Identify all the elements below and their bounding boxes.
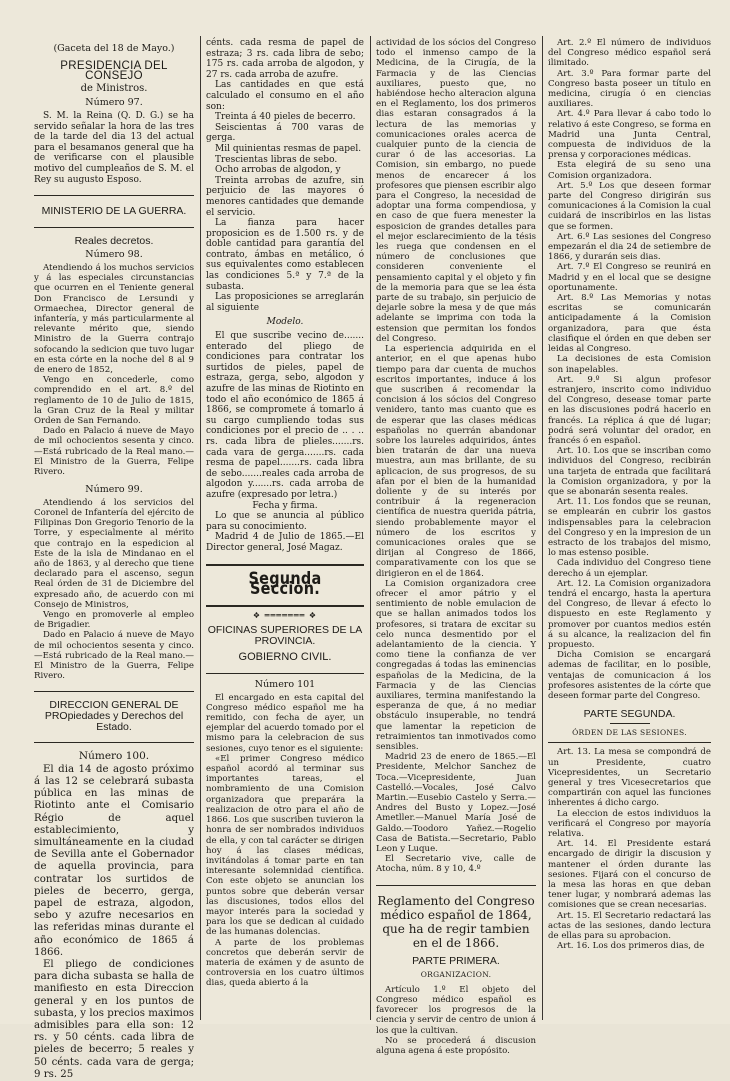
list-item: Ocho arrobas de algodon, y	[215, 165, 341, 176]
article: Art. 10. Los que se inscriban como individuos del Congreso, recibirán una tarjeta de entrada que facilitará la Comision organizadora, y por la que se abonarán sesenta reales.	[548, 446, 711, 497]
paragraph: Las cantidades en que está calculado el consumo en el año son:	[206, 80, 364, 112]
column-2	[200, 0, 370, 1024]
paragraph: Vengo en promoverle al empleo de Brigadier.	[34, 610, 194, 631]
article: Art. 8.º Las Memorias y notas escritas se comunicarán anticipadamente á la Comision organizadora, para que ésta clasifique el órden en que deben ser leidas al Congreso.	[548, 293, 711, 355]
article: Art. 7.º El Congreso se reunirá en Madrid y en el local que se designe oportunamente.	[548, 262, 711, 293]
reglamento-title: Reglamento del Congreso médico español de 1864, que ha de regir tambien en el de 1866.	[377, 893, 535, 950]
paragraph: Madrid 23 de enero de 1865.—El Presidente, Melchor Sanchez de Toca.—Vicepresidente, Juan Castelló.—Vocales, José Calvo Martin.—Eusebio Castelo y Serra.—Andres del Busto y Lopez.—José Ametller.—Manuel María José de Galdo.—Toodoro Yañez.—Rogelio Casa de Batista.—Secretario, Pablo Leon y Luque.	[376, 752, 536, 855]
numero-97: Número 97.	[85, 97, 143, 109]
reales-heading: Reales decretos.	[74, 234, 154, 247]
paragraph: Artículo 1.º El objeto del Congreso médico español es favorecer los progresos de la ciencia y servir de centro de union á los que la cultivan.	[376, 984, 536, 1036]
article: Art. 4.º Para llevar á cabo todo lo relativo á este Congreso, se forma en Madrid una Junta Central, compuesta de individuos de la prensa y corporaciones médicas.	[548, 109, 711, 161]
dateline: (Gaceta del 18 de Mayo.)	[53, 43, 175, 54]
article: Art. 3.º Para formar parte del Congreso basta poseer un título en medicina, cirugía ó en ciencias auxiliares.	[548, 68, 711, 110]
article: Art. 9.º Si algun profesor estranjero, inscrito como individuo del Congreso, desease tomar parte en las discusiones podrá hacerlo en francés. La réplica á que dé lugar; podrá será voluntar del orador, en francés ó en español.	[548, 374, 711, 446]
paragraph: Madrid 4 de Julio de 1865.—El Director general, José Magaz.	[206, 532, 364, 553]
orden-sesiones-heading: ÓRDEN DE LAS SESIONES.	[572, 727, 687, 737]
article: La eleccion de estos individuos la verificará el Congreso por mayoría relativa.	[548, 808, 711, 840]
column-3	[370, 0, 542, 1057]
paragraph: El encargado en esta capital del Congreso médico español me ha remitido, con fecha de ayer, un ejemplar del acuerdo tomado por el mismo para la celebracion de sus sesiones, cuyo tenor es el siguiente:	[206, 692, 364, 754]
article: Esta elegirá de su seno una Comision organizadora.	[548, 160, 711, 181]
divider	[206, 673, 364, 674]
divider	[206, 564, 364, 566]
divider	[34, 227, 194, 228]
numero-101: Número 101	[254, 679, 316, 691]
article: Art. 11. Los fondos que se reunan, se emplearán en cubrir los gastos indispensables para la celebracion del Congreso y en la impresion de un estracto de los trabajos del mismo, lo mas estenso posible.	[548, 497, 711, 559]
list-item: Seiscientas á 700 varas de gerga.	[206, 122, 364, 144]
divider	[34, 195, 194, 196]
paragraph: Atendiendo á los muchos servicios y á las especiales circunstancias que ocurren en el Teniente general Don Francisco de Lersundi y Ormaechea, Director general de infantería, y más particularmente al relevante mérito que, siendo Ministro de la Guerra contrajo sofocando la sedicion que tuvo lugar en esta córte en la noche del 8 al 9 de enero de 1852,	[34, 262, 194, 375]
paragraph: Vengo en concederle, como comprendido en el art. 8.º del reglamento de 10 de Julio de 1815, la Gran Cruz de la Real y militar Orden de San Fernando.	[34, 375, 194, 426]
guerra-heading: MINISTERIO DE LA GUERRA.	[41, 205, 187, 218]
numero-100: Número 100.	[78, 750, 150, 763]
article: La decisiones de esta Comision son inapelables.	[548, 354, 711, 375]
divider	[34, 742, 194, 743]
paragraph: actividad de los sócios del Congreso todo el inmenso campo de la Medicina, de la Cirugía, de la Farmacia y de las Ciencias auxiliares, puesto que, no habiéndose hecho alteracion alguna en el Reglamento, los dos primeros dias estaran consagrados á la lectura de las memorias y comunicaciones orales acerca de cualquier punto de la ciencia de curar ó de las accesorias. La Comision, sin embargo, no puede menos de encarecer á los profesores que piensen escribir algo para el Congreso, la necesidad de adoptar una forma compendiosa, y en caso de que fuera menester la esposicion de grandes detalles para el mejor esclarecimiento de la tésis les ruega que condensen en el número de conclusiones que consideren conveniente el pensamiento capital y el objeto y fin de la memoria para que se lea ésta parte de su trabajo, sin perjuicio de dejarle sobre la mesa y de que más adelante se imprima con toda la estension que permitan los fondos del Congreso.	[376, 38, 536, 344]
paragraph: Dado en Palacio á nueve de Mayo de mil ochocientos sesenta y cinco.—Está rubricado de la Real mano.—El Ministro de la Guerra, Felipe Rivero.	[34, 426, 194, 477]
article: Art. 16. Los dos primeros dias, de	[557, 941, 705, 952]
paragraph: La esperiencia adquirida en el anterior, en el que apenas hubo tiempo para dar cuenta de muchos escritos importantes, induce á los que suscriben á recomendar la concision á los sócios del Congreso venidero, tanto mas cuanto que es de esperar que las clases médicas españolas no querrán abandonar sobre los laureles adquiridos, ántes bien tratarán de dar una nueva muestra, aun mas brillante, de su aplicacion, de sus progresos, de su afan por el bien de la humanidad doliente y de su interés por contribuir á la regeneracion científica de nuestra querida pátria, siendo probablemente mayor el número de los escritos y comunicaciones orales que se dirijan al Congreso de 1866, comparativamente con los que se dirigieron en el de 1864.	[376, 344, 536, 579]
gobierno-heading: GOBIERNO CIVIL.	[238, 651, 332, 664]
list-item: Trescientas libras de sebo.	[215, 154, 338, 165]
divider	[548, 742, 711, 743]
segunda-seccion-heading: Segunda Seccion.	[248, 568, 322, 600]
paragraph: El que suscribe vecino de....... enterado del pliego de condiciones para contratar los surtidos de pieles, papel de estraza, gerga, sebo, algodon y azufre de las minas de Riotinto en todo el año económico de 1865 á 1866, se compromete á tomarlo á su cargo cumpliendo todas sus condiciones por el precio de .. . .. rs. cada libra de plieles.......rs. cada vara de gerga.......rs. cada resma de papel.......rs. cada libra de sebo.......reales cada arroba de algodon y.......rs. cada arroba de azufre (expresado por letra.)	[206, 331, 364, 500]
numero-99: Número 99.	[85, 484, 143, 496]
paragraph: El dia 14 de agosto próximo á las 12 se celebrará subasta pública en las minas de Riotinto ante el Comisario Régio de aquel establecimiento, y simultáneamente en la ciudad de Sevilla ante el Gobernador de aquella provincia, para contratar los surtidos de pieles de becerro, gerga, papel de estraza, algodon, sebo y azufre necesarios en las referidas minas durante el año económico de 1865 á 1866.	[34, 763, 194, 958]
presidencia-subheading: de Ministros.	[80, 82, 148, 94]
divider	[34, 691, 194, 692]
parte-primera-heading: PARTE PRIMERA.	[412, 954, 500, 967]
fecha-firma: Fecha y firma.	[252, 500, 318, 511]
column-4	[542, 0, 717, 1024]
list-item: Treinta á 40 pieles de becerro.	[215, 112, 356, 123]
list-item: Mil quinientas resmas de papel.	[215, 143, 362, 154]
paragraph: La fianza para hacer proposicion es de 1.500 rs. y de doble cantidad para garantía del contrato, ámbas en metálico, ó sus equivalentes como establecen las condiciones 5.ª y 7.ª de la subasta.	[206, 218, 364, 292]
column-1	[28, 0, 200, 1080]
list-item: Treinta arrobas de azufre, sin perjuicio de las mayores ó menores cantidades que demande el servicio.	[206, 175, 364, 218]
article: Art. 5.º Los que deseen formar parte del Congreso dirigirán sus comunicaciones á la Comision la cual cuidará de inscribirlos en las listas que se formen.	[548, 180, 711, 232]
modelo-heading: Modelo.	[266, 317, 304, 328]
paragraph: No se procederá á discusion alguna agena á este propósito.	[376, 1035, 536, 1057]
article: Art. 6.º Las sesiones del Congreso empezarán el dia 24 de setiembre de 1866, y durarán seis dias.	[548, 231, 711, 263]
article: Art. 12. La Comision organizadora tendrá el encargo, hasta la apertura del Congreso, de llevar á efecto lo dispuesto en este Reglamento y promover por cuantos medios estén á su alcance, la realizacion del fin propuesto.	[548, 578, 711, 650]
article: Art. 13. La mesa se compondrá de un Presidente, cuatro Vicepresidentes, un Secretario general y tres Vicesecretarios que compartirán con aquel las funciones inherentes á dicho cargo.	[548, 747, 711, 809]
paragraph: A parte de los problemas concretos que deberán servir de materia de exámen y de asunto de controversia en los cuatro últimos dias, queda abierto á la	[206, 937, 364, 989]
divider	[610, 723, 650, 724]
paragraph: Lo que se anuncia al público para su conocimiento.	[206, 511, 364, 532]
paragraph: El Secretario vive, calle de Atocha, núm. 8 y 10, 4.º	[376, 854, 536, 875]
article: Art. 14. El Presidente estará encargado de dirigir la discusion y mantener el órden durante las sesiones. Fijará con el concurso de la mesa las horas en que deban tener lugar, y nombrará ademas las comisiones que se crean necesarias.	[548, 839, 711, 911]
divider	[206, 605, 364, 607]
paragraph: S. M. la Reina (Q. D. G.) se ha servido señalar la hora de las tres de la tarde del dia 13 del actual para el besamanos general que ha de verificarse con el plausible motivo del cumpleaños de S. M. el Rey su augusto Esposo.	[34, 110, 194, 185]
paragraph: Las proposiciones se arreglarán al siguiente	[206, 292, 364, 313]
paragraph: El pliego de condiciones para dicha subasta se halla de manifiesto en esta Direccion general y en los puntos de subasta, y los precios maximos admisibles para ella son: 12 rs. y 50 cénts. cada libra de pieles de becerro; 5 reales y 50 cénts. cada vara de gerga; 9 rs. 25	[34, 959, 194, 1080]
organizacion-heading: ORGANIZACION.	[420, 970, 492, 980]
article: Cada individuo del Congreso tiene derecho á un ejemplar.	[548, 558, 711, 579]
paragraph: La Comision organizadora cree ofrecer el amor pátrio y el sentimiento de noble emulacion de que se hallan animados todos los profesores, si tratara de excitar su celo nunca desmentido por el adelantamiento de la ciencia. Y como tiene la confianza de ver congregadas á todas las eminencias españolas de la Medicina, de la Farmacia y de las Ciencias auxiliares, termina manifestando la esperanza de que, á no mediar obstáculo insuperable, no tendrá que lamentar la repeticion de retraimientos tan inmotivados como sensibles.	[376, 578, 536, 753]
paragraph: Dado en Palacio á nueve de Mayo de mil ochocientos sesenta y cinco.—Está rubricado de la Real mano.—El Ministro de la Guerra, Felipe Rivero.	[34, 630, 194, 682]
paragraph: «El primer Congreso médico español acordó al terminar sus importantes tareas, el nombramiento de una Comision organizadora que preparára la realizacion de otro para el año de 1866. Los que suscriben tuvieron la honra de ser nombrados individuos de ella, y con tal carácter se dirigen hoy á las clases médicas, invitándolas á tomar parte en tan interesante solemnidad científica. Con este objeto se anuncian los puntos sobre que deberán versar las discusiones, todos ellos del mayor interés para la sociedad y para los que se dedican al cuidado de las humanas dolencias.	[206, 753, 364, 938]
divider	[376, 885, 536, 886]
paragraph: Atendiendo á los servicios del Coronel de Infantería del ejército de Filipinas Don Gregorio Tenorio de la Torre, y especialmente al mérito que contrajo en la espedicion al Este de la isla de Mindanao en el año de 1863, y al derecho que tiene declarado para el ascenso, segun Real órden de 31 de Diciembre del expresado año, de acuerdo con mi Consejo de Ministros,	[34, 497, 194, 610]
paragraph: cénts. cada resma de papel de estraza; 3 rs. cada libra de sebo; 175 rs. cada arroba de algodon, y 27 rs. cada arroba de azufre.	[206, 38, 364, 80]
numero-98: Número 98.	[85, 249, 143, 261]
article: Dicha Comision se encargará ademas de facilitar, en lo posible, ventajas de comunicacion á los profesores asistentes de la córte que deseen formar parte del Congreso.	[548, 650, 711, 701]
parte-segunda-heading: PARTE SEGUNDA.	[583, 708, 676, 721]
article: Art. 15. El Secretario redactará las actas de las sesiones, dando lectura de ellas para su aprobacion.	[548, 910, 711, 942]
oficinas-heading: OFICINAS SUPERIORES DE LA PROVINCIA.	[207, 624, 363, 647]
presidencia-heading: PRESIDENCIA DEL CONSEJO	[60, 59, 168, 83]
direccion-heading: DIRECCION GENERAL DE PROpiedades y Derechos del Estado.	[44, 699, 184, 733]
ornament-rule: ❖ ═══════ ❖	[252, 610, 318, 620]
article: Art. 2.º El número de individuos del Congreso médico español será ilimitado.	[548, 38, 711, 69]
